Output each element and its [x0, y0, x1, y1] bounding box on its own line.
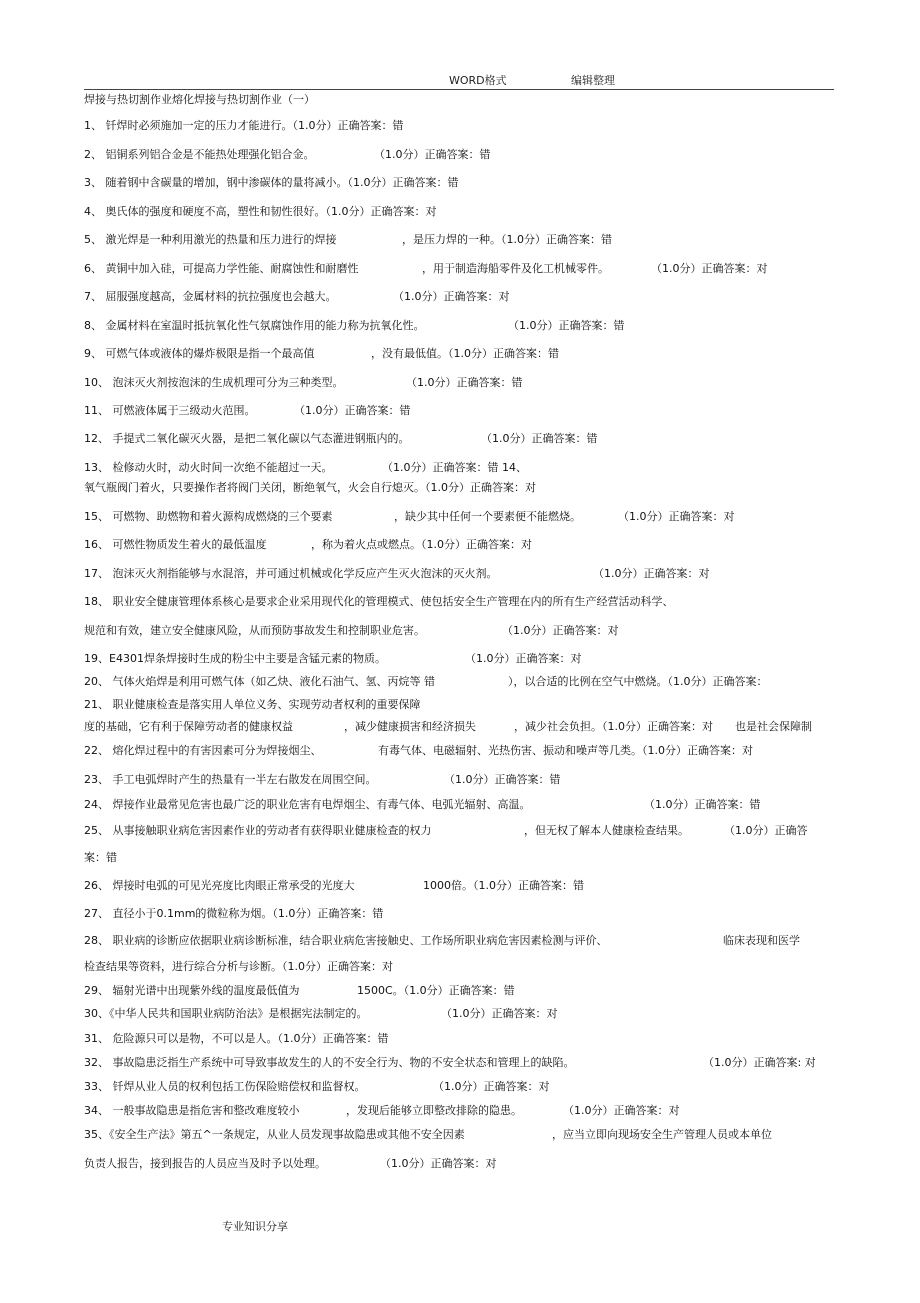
- question-text-segment: 34、 一般事故隐患是指危害和整改难度较小: [84, 1104, 300, 1117]
- question-text-segment: （1.0分）正确答案：错: [294, 404, 411, 417]
- question-text-segment: （1.0分）正确答案：对: [441, 1007, 558, 1020]
- question-text-segment: （1.0分）正确答案：对: [593, 567, 710, 580]
- question-text-segment: （1.0分）正确答: [724, 824, 808, 837]
- question-text-segment: ，减少健康损害和经济损失: [344, 720, 476, 733]
- question-text-segment: 1、 钎焊时必须施加一定的压力才能进行。（1.0分）正确答案：错: [84, 119, 404, 132]
- question-text-segment: ，缺少其中任何一个要素便不能燃烧。: [394, 510, 581, 523]
- question-text-segment: 30、《中华人民共和国职业病防治法》是根据宪法制定的。: [84, 1007, 368, 1020]
- question-text-segment: （1.0分）正确答案：错: [481, 432, 598, 445]
- question-text-segment: 22、 熔化焊过程中的有害因素可分为焊接烟尘、: [84, 744, 322, 757]
- question-text-segment: 16、 可燃性物质发生着火的最低温度: [84, 538, 267, 551]
- question-text-segment: （1.0分）正确答案: 对: [703, 1056, 816, 1069]
- question-text-segment: （1.0分）正确答案：错: [444, 773, 561, 786]
- question-text-segment: （1.0分）正确答案：错: [406, 376, 523, 389]
- question-text-segment: 负责人报告，接到报告的人员应当及时予以处理。: [84, 1157, 326, 1170]
- question-text-segment: 度的基础，它有利于保障劳动者的健康权益: [84, 720, 293, 733]
- question-text-segment: 规范和有效，建立安全健康风险，从而预防事故发生和控制职业危害。: [84, 624, 425, 637]
- question-text-segment: 8、 金属材料在室温时抵抗氧化性气氛腐蚀作用的能力称为抗氧化性。: [84, 319, 425, 332]
- question-text-segment: 27、 直径小于0.1mm的微粒称为烟。（1.0分）正确答案：错: [84, 907, 384, 920]
- question-text-segment: 临床表现和医学: [723, 934, 800, 947]
- question-text-segment: 6、 黄铜中加入硅，可提高力学性能、耐腐蚀性和耐磨性: [84, 262, 359, 275]
- question-text-segment: 4、 奥氏体的强度和硬度不高，塑性和韧性很好。（1.0分）正确答案：对: [84, 205, 437, 218]
- question-text-segment: 5、 激光焊是一种利用激光的热量和压力进行的焊接: [84, 233, 337, 246]
- question-text-segment: 33、 钎焊从业人员的权利包括工伤保险赔偿权和监督权。: [84, 1080, 366, 1093]
- question-text-segment: ，应当立即向现场安全生产管理人员或本单位: [552, 1128, 772, 1141]
- question-text-segment: ，没有最低值。（1.0分）正确答案：错: [371, 347, 559, 360]
- question-text-segment: （1.0分）正确答案：对: [563, 1104, 680, 1117]
- question-text-segment: 21、 职业健康检查是落实用人单位义务、实现劳动者权利的重要保障: [84, 698, 421, 711]
- question-text-segment: ，减少社会负担。（1.0分）正确答案：对: [514, 720, 713, 733]
- page-header-right: 编辑整理: [571, 74, 615, 87]
- question-text-segment: 2、 铝铜系列铝合金是不能热处理强化铝合金。: [84, 148, 315, 161]
- question-text-segment: 15、 可燃物、助燃物和着火源构成燃烧的三个要素: [84, 510, 333, 523]
- question-text-segment: 有毒气体、电磁辐射、光热伤害、振动和噪声等几类。（1.0分）正确答案：对: [378, 744, 753, 757]
- question-text-segment: 11、 可燃液体属于三级动火范围。: [84, 404, 256, 417]
- question-text-segment: 31、 危险源只可以是物，不可以是人。（1.0分）正确答案：错: [84, 1032, 389, 1045]
- question-text-segment: 29、 辐射光谱中出现紫外线的温度最低值为: [84, 984, 300, 997]
- question-text-segment: （1.0分）正确答案：错: [644, 798, 761, 811]
- question-text-segment: （1.0分）正确答案：对: [433, 1080, 550, 1093]
- question-text-segment: 9、 可燃气体或液体的爆炸极限是指一个最高值: [84, 347, 315, 360]
- question-text-segment: （1.0分）正确答案：对: [380, 1157, 497, 1170]
- question-text-segment: （1.0分）正确答案：对: [502, 624, 619, 637]
- question-text-segment: 35、《安全生产法》第五^一条规定，从业人员发现事故隐患或其他不安全因素: [84, 1128, 465, 1141]
- question-text-segment: 7、 屈服强度越高，金属材料的抗拉强度也会越大。: [84, 290, 337, 303]
- question-text-segment: 12、 手提式二氧化碳灭火器，是把二氧化碳以气态灌进钢瓶内的。: [84, 432, 410, 445]
- question-text-segment: 检查结果等资料，进行综合分析与诊断。（1.0分）正确答案：对: [84, 960, 393, 973]
- question-text-segment: 10、 泡沫灭火剂按泡沫的生成机理可分为三种类型。: [84, 376, 344, 389]
- question-text-segment: 19、E4301焊条焊接时生成的粉尘中主要是含锰元素的物质。: [84, 652, 386, 665]
- question-text-segment: 案：错: [84, 851, 117, 864]
- question-text-segment: ，但无权了解本人健康检查结果。: [524, 824, 689, 837]
- question-text-segment: （1.0分）正确答案：对: [393, 290, 510, 303]
- question-text-segment: 26、 焊接时电弧的可见光亮度比肉眼正常承受的光度大: [84, 879, 355, 892]
- question-text-segment: 17、 泡沫灭火剂指能够与水混溶，并可通过机械或化学反应产生灭火泡沫的灭火剂。: [84, 567, 498, 580]
- question-text-segment: （1.0分）正确答案：错: [508, 319, 625, 332]
- page-footer: 专业知识分享: [222, 1220, 288, 1233]
- page-header-left: WORD格式: [449, 74, 507, 87]
- question-text-segment: ，是压力焊的一种。（1.0分）正确答案：错: [402, 233, 612, 246]
- question-text-segment: （1.0分）正确答案：对: [465, 652, 582, 665]
- document-title: 焊接与热切割作业熔化焊接与热切割作业（一）: [84, 93, 315, 106]
- question-text-segment: 24、 焊接作业最常见危害也最广泛的职业危害有电焊烟尘、有毒气体、电弧光辐射、高温。: [84, 798, 531, 811]
- question-text-segment: 23、 手工电弧焊时产生的热量有一半左右散发在周围空间。: [84, 773, 377, 786]
- question-text-segment: 28、 职业病的诊断应依据职业病诊断标准，结合职业病危害接触史、工作场所职业病危害因素检测与评价、: [84, 934, 608, 947]
- question-text-segment: （1.0分）正确答案：错 14、: [382, 461, 527, 474]
- question-text-segment: 1500C。（1.0分）正确答案：错: [357, 984, 515, 997]
- question-text-segment: ，称为着火点或燃点。（1.0分）正确答案：对: [311, 538, 532, 551]
- question-text-segment: （1.0分）正确答案：错: [374, 148, 491, 161]
- header-rule: [84, 89, 834, 90]
- question-text-segment: 18、 职业安全健康管理体系核心是要求企业采用现代化的管理模式、使包括安全生产管理在内的所有生产经营活动科学、: [84, 595, 674, 608]
- question-text-segment: 氧气瓶阀门着火，只要操作者将阀门关闭，断绝氧气，火会自行熄灭。（1.0分）正确答案：对: [84, 481, 536, 494]
- question-text-segment: 也是社会保障制: [735, 720, 812, 733]
- question-text-segment: ，用于制造海船零件及化工机械零件。: [422, 262, 609, 275]
- question-text-segment: （1.0分）正确答案：对: [618, 510, 735, 523]
- question-text-segment: （1.0分）正确答案：对: [651, 262, 768, 275]
- question-text-segment: 20、 气体火焰焊是利用可燃气体（如乙炔、液化石油气、氢、丙烷等 错: [84, 675, 435, 688]
- question-text-segment: ，发现后能够立即整改排除的隐患。: [346, 1104, 522, 1117]
- question-text-segment: ），以合适的比例在空气中燃烧。（1.0分）正确答案：: [508, 675, 768, 688]
- question-text-segment: 13、 检修动火时，动火时间一次绝不能超过一天。: [84, 461, 333, 474]
- question-text-segment: 25、 从事接触职业病危害因素作业的劳动者有获得职业健康检查的权力: [84, 824, 432, 837]
- question-text-segment: 1000倍。（1.0分）正确答案：错: [423, 879, 584, 892]
- question-text-segment: 32、 事故隐患泛指生产系统中可导致事故发生的人的不安全行为、物的不安全状态和管理上的缺陷。: [84, 1056, 575, 1069]
- question-text-segment: 3、 随着钢中含碳量的增加，钢中渗碳体的量将减小。（1.0分）正确答案：错: [84, 176, 459, 189]
